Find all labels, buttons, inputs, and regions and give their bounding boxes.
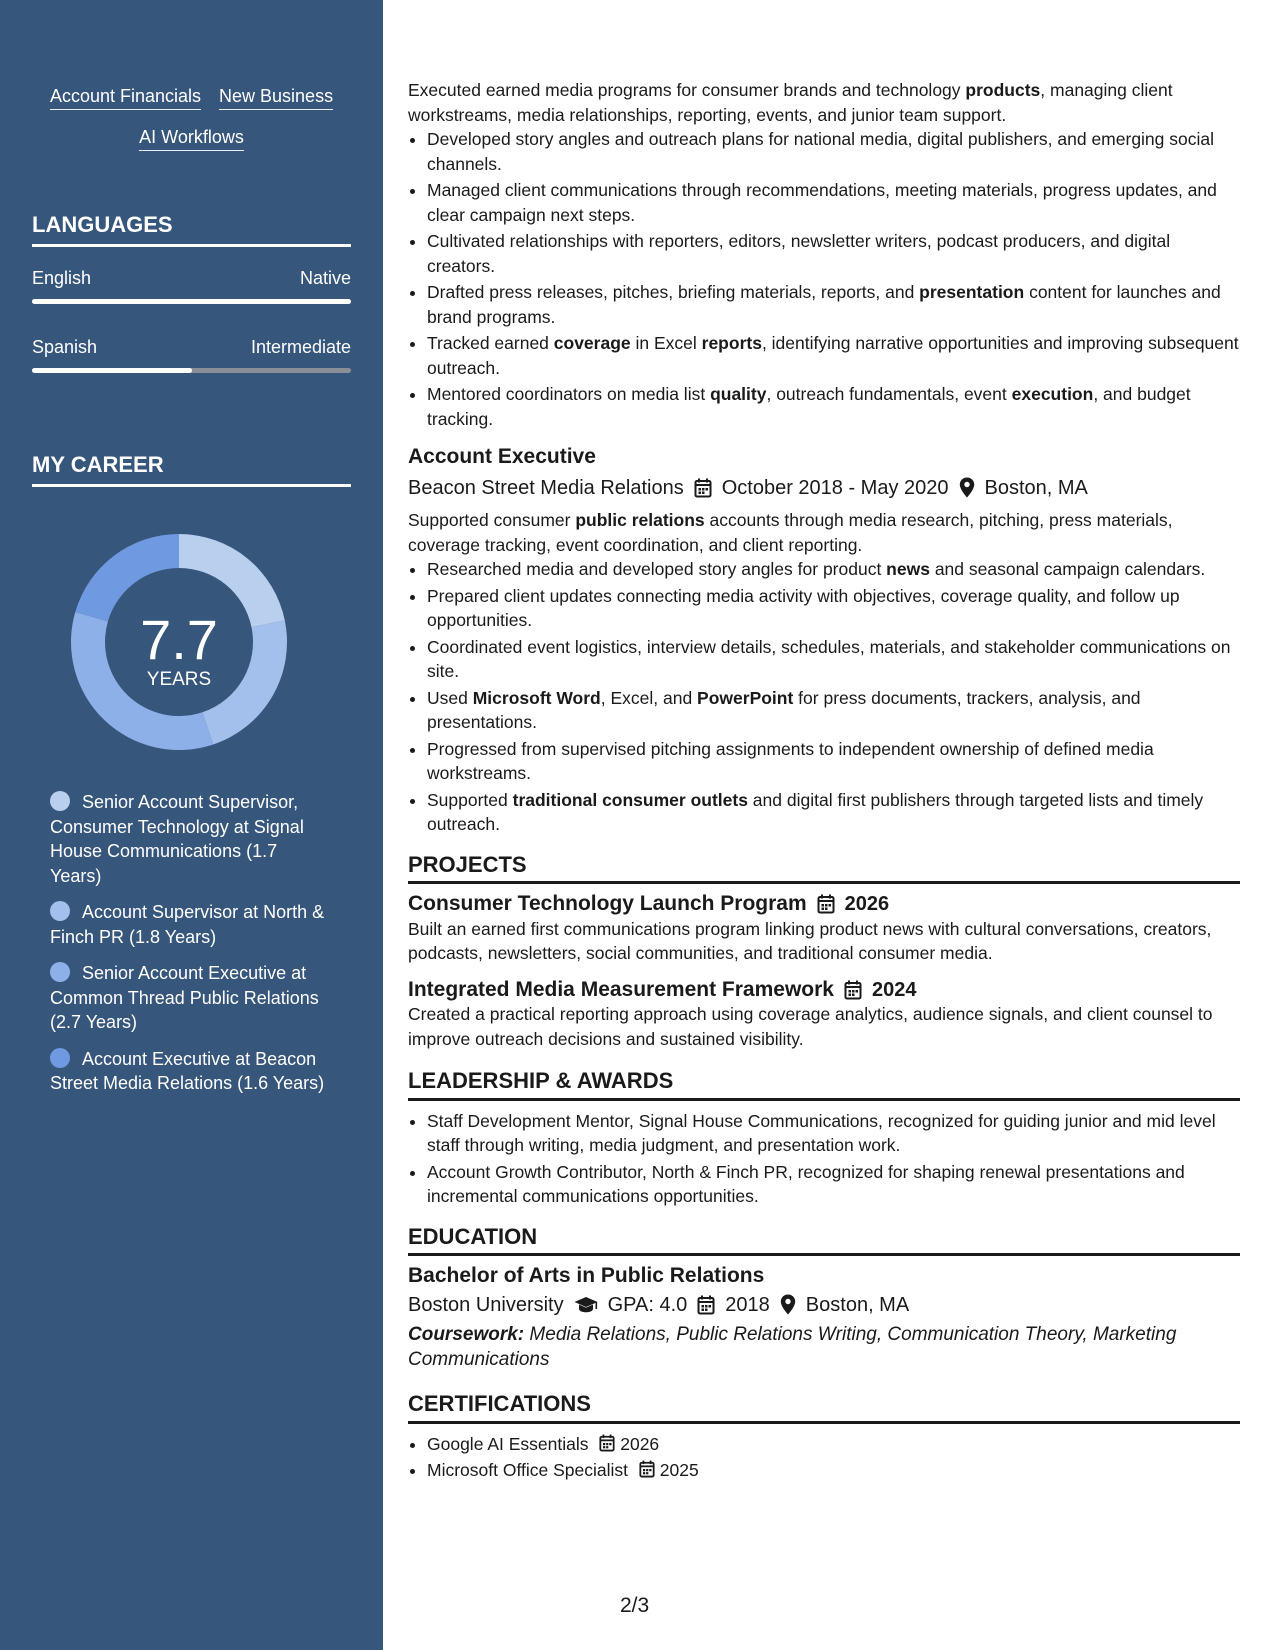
location-pin-icon xyxy=(959,477,975,498)
language-name: Spanish xyxy=(32,337,98,357)
job-summary xyxy=(408,78,1240,127)
career-donut-chart xyxy=(59,522,299,762)
skill-tag: New Business xyxy=(219,86,333,110)
language-bar-fill xyxy=(32,368,192,373)
keyword: news xyxy=(886,559,930,579)
page-number: 2/3 xyxy=(620,1594,650,1617)
legend-dot xyxy=(50,1048,70,1068)
location-pin-icon xyxy=(780,1294,796,1315)
project-year: 2024 xyxy=(871,978,917,1001)
project-year: 2026 xyxy=(844,893,890,915)
project-title: Consumer Technology Launch Program xyxy=(408,892,807,915)
certification-name: Google AI Essentials xyxy=(427,1433,589,1454)
leadership-section xyxy=(408,1069,1240,1209)
education-section xyxy=(408,1225,1240,1373)
bullet: • Managed client communications through recommendations, meeting materials, progress updates, and clear campaign next steps. xyxy=(427,178,1240,227)
languages-heading: LANGUAGES xyxy=(32,212,351,247)
job-2 xyxy=(408,445,1240,837)
bullet: • Prepared client updates connecting media activity with objectives, coverage quality, and follow up opportunities. xyxy=(427,584,1240,633)
section-heading: CERTIFICATIONS xyxy=(408,1392,1240,1424)
certification-item xyxy=(427,1432,1240,1457)
bullet: • Progressed from supervised pitching assignments to independent ownership of defined media workstreams. xyxy=(427,737,1240,786)
legend-dot xyxy=(50,901,70,921)
keyword: Microsoft Word xyxy=(472,687,601,708)
bullet: • Staff Development Mentor, Signal House Communications, recognized for guiding junior and mid level staff through writing, media judgment, and presentation work. xyxy=(427,1109,1240,1158)
keyword: presentation xyxy=(919,282,1025,302)
bullet xyxy=(427,557,1240,582)
calendar-icon xyxy=(639,1460,655,1478)
job-bullets xyxy=(408,127,1240,431)
job-bullets xyxy=(408,557,1240,837)
skills-row-1 xyxy=(0,86,383,110)
career-heading: MY CAREER xyxy=(32,452,351,487)
keyword: execution xyxy=(1011,384,1094,404)
skills-block xyxy=(0,86,383,151)
education-meta xyxy=(408,1293,1240,1318)
skill-tag: AI Workflows xyxy=(139,127,244,151)
main-column xyxy=(408,78,1240,1485)
language-row xyxy=(32,268,351,289)
project-description: Built an earned first communications program linking product news with cultural conversations, creators, podcasts, newsletters, social communities, and traditional consumer media. xyxy=(408,918,1212,963)
projects-section xyxy=(408,853,1240,1052)
bullet: • Coordinated event logistics, interview details, schedules, materials, and stakeholder communications on site. xyxy=(427,635,1240,684)
job-1 xyxy=(408,78,1240,431)
text: , managing client workstreams, media relationships, reporting, events, and junior team support. xyxy=(408,80,1173,125)
skills-row-2 xyxy=(0,127,383,151)
text: Used xyxy=(427,687,473,708)
bullet: • Account Growth Contributor, North & Finch PR, recognized for shaping renewal presentations and incremental communications opportunities. xyxy=(427,1160,1240,1209)
bullet: • Developed story angles and outreach plans for national media, digital publishers, and emerging social channels. xyxy=(427,127,1240,176)
gpa: GPA: 4.0 xyxy=(607,1293,688,1316)
legend-dot xyxy=(50,962,70,982)
keyword: products xyxy=(965,80,1041,100)
language-bar-fill xyxy=(32,299,351,304)
section-heading: LEADERSHIP & AWARDS xyxy=(408,1069,1240,1101)
bullet xyxy=(427,331,1240,380)
calendar-icon xyxy=(697,1295,715,1315)
text: , and budget tracking. xyxy=(427,384,1191,429)
text: and digital first publishers through targeted lists and timely outreach. xyxy=(427,789,1204,834)
bullet xyxy=(427,686,1240,735)
career-text: Account Supervisor at North & Finch PR (1.8 Years) xyxy=(50,902,325,947)
graduation-year: 2018 xyxy=(725,1293,770,1316)
leadership-bullets xyxy=(408,1109,1240,1209)
career-text: Senior Account Executive at Common Thread Public Relations (2.7 Years) xyxy=(50,963,319,1032)
text: Supported consumer xyxy=(408,510,576,530)
text: , Excel, and xyxy=(600,687,698,708)
keyword: traditional consumer outlets xyxy=(512,789,748,810)
keyword: reports xyxy=(701,333,762,353)
keyword: PowerPoint xyxy=(697,687,794,708)
career-text: Senior Account Supervisor, Consumer Technology at Signal House Communications (1.7 Years) xyxy=(50,792,304,886)
calendar-icon xyxy=(694,478,712,498)
certification-year: 2026 xyxy=(620,1433,660,1454)
skill-tag: Account Financials xyxy=(50,86,201,110)
bullet xyxy=(427,788,1240,837)
coursework xyxy=(408,1323,1240,1372)
school: Boston University xyxy=(408,1293,564,1316)
career-list xyxy=(50,790,330,1108)
keyword: public relations xyxy=(575,510,705,530)
degree: Bachelor of Arts in Public Relations xyxy=(408,1264,765,1287)
job-title: Account Executive xyxy=(408,445,596,468)
calendar-icon xyxy=(817,894,835,914)
career-text: Account Executive at Beacon Street Media Relations (1.6 Years) xyxy=(50,1048,325,1093)
career-item xyxy=(50,790,330,888)
text: for press documents, trackers, analysis, and presentations. xyxy=(427,687,1141,732)
text: Tracked earned xyxy=(427,333,554,353)
career-item xyxy=(50,961,330,1035)
coursework-list: Media Relations, Public Relations Writing, Communication Theory, Marketing Communications xyxy=(408,1324,1177,1370)
text: , outreach fundamentals, event xyxy=(766,384,1012,404)
job-dates: October 2018 - May 2020 xyxy=(721,476,949,499)
calendar-icon xyxy=(844,980,862,1000)
text: in Excel xyxy=(630,333,702,353)
keyword: coverage xyxy=(553,333,631,353)
bullet xyxy=(427,382,1240,431)
graduation-cap-icon xyxy=(574,1296,598,1314)
keyword: quality xyxy=(710,384,767,404)
school-location: Boston, MA xyxy=(805,1293,910,1316)
bullet: • Cultivated relationships with reporters, editors, newsletter writers, podcast producers, and digital creators. xyxy=(427,229,1240,278)
certification-year: 2025 xyxy=(659,1460,699,1480)
text: Executed earned media programs for consumer brands and technology xyxy=(408,80,966,100)
bullet xyxy=(427,280,1240,329)
text: , identifying narrative opportunities and improving subsequent outreach. xyxy=(427,333,1239,378)
coursework-label: Coursework: xyxy=(408,1324,525,1345)
section-heading: EDUCATION xyxy=(408,1225,1240,1257)
career-total: 7.7 xyxy=(140,608,218,671)
job-location: Boston, MA xyxy=(984,476,1088,499)
language-level: Intermediate xyxy=(250,337,351,357)
career-item xyxy=(50,900,330,949)
project-title-row xyxy=(408,978,1240,1003)
calendar-icon xyxy=(599,1434,615,1452)
certifications-section xyxy=(408,1392,1240,1483)
text: Researched media and developed story angles for product xyxy=(427,559,887,579)
text: and seasonal campaign calendars. xyxy=(929,559,1206,579)
career-unit: YEARS xyxy=(146,669,212,690)
certification-list xyxy=(408,1432,1240,1483)
language-bar xyxy=(32,299,351,304)
legend-dot xyxy=(50,791,70,811)
language-level: Native xyxy=(299,268,351,288)
text: Drafted press releases, pitches, briefing materials, reports, and xyxy=(427,282,920,302)
text: Mentored coordinators on media list xyxy=(427,384,711,404)
project-title: Integrated Media Measurement Framework xyxy=(408,977,834,1001)
section-heading: PROJECTS xyxy=(408,853,1240,885)
text: Supported xyxy=(427,789,513,810)
job-summary xyxy=(408,508,1240,557)
project-title-row xyxy=(408,892,1240,917)
language-bar xyxy=(32,368,351,373)
job-meta xyxy=(408,476,1240,501)
language-name: English xyxy=(32,268,92,288)
company: Beacon Street Media Relations xyxy=(408,476,684,499)
text: content for launches and brand programs. xyxy=(427,282,1221,327)
project-description: Created a practical reporting approach using coverage analytics, audience signals, and client counsel to improve outreach decisions and sustained visibility. xyxy=(408,1004,1213,1049)
text: accounts through media research, pitching, press materials, coverage tracking, event coordination, and client reporting. xyxy=(408,510,1173,555)
sidebar xyxy=(0,0,383,1650)
certification-item xyxy=(427,1458,1240,1483)
certification-name: Microsoft Office Specialist xyxy=(427,1460,628,1480)
career-item xyxy=(50,1047,330,1096)
language-row xyxy=(32,337,351,358)
